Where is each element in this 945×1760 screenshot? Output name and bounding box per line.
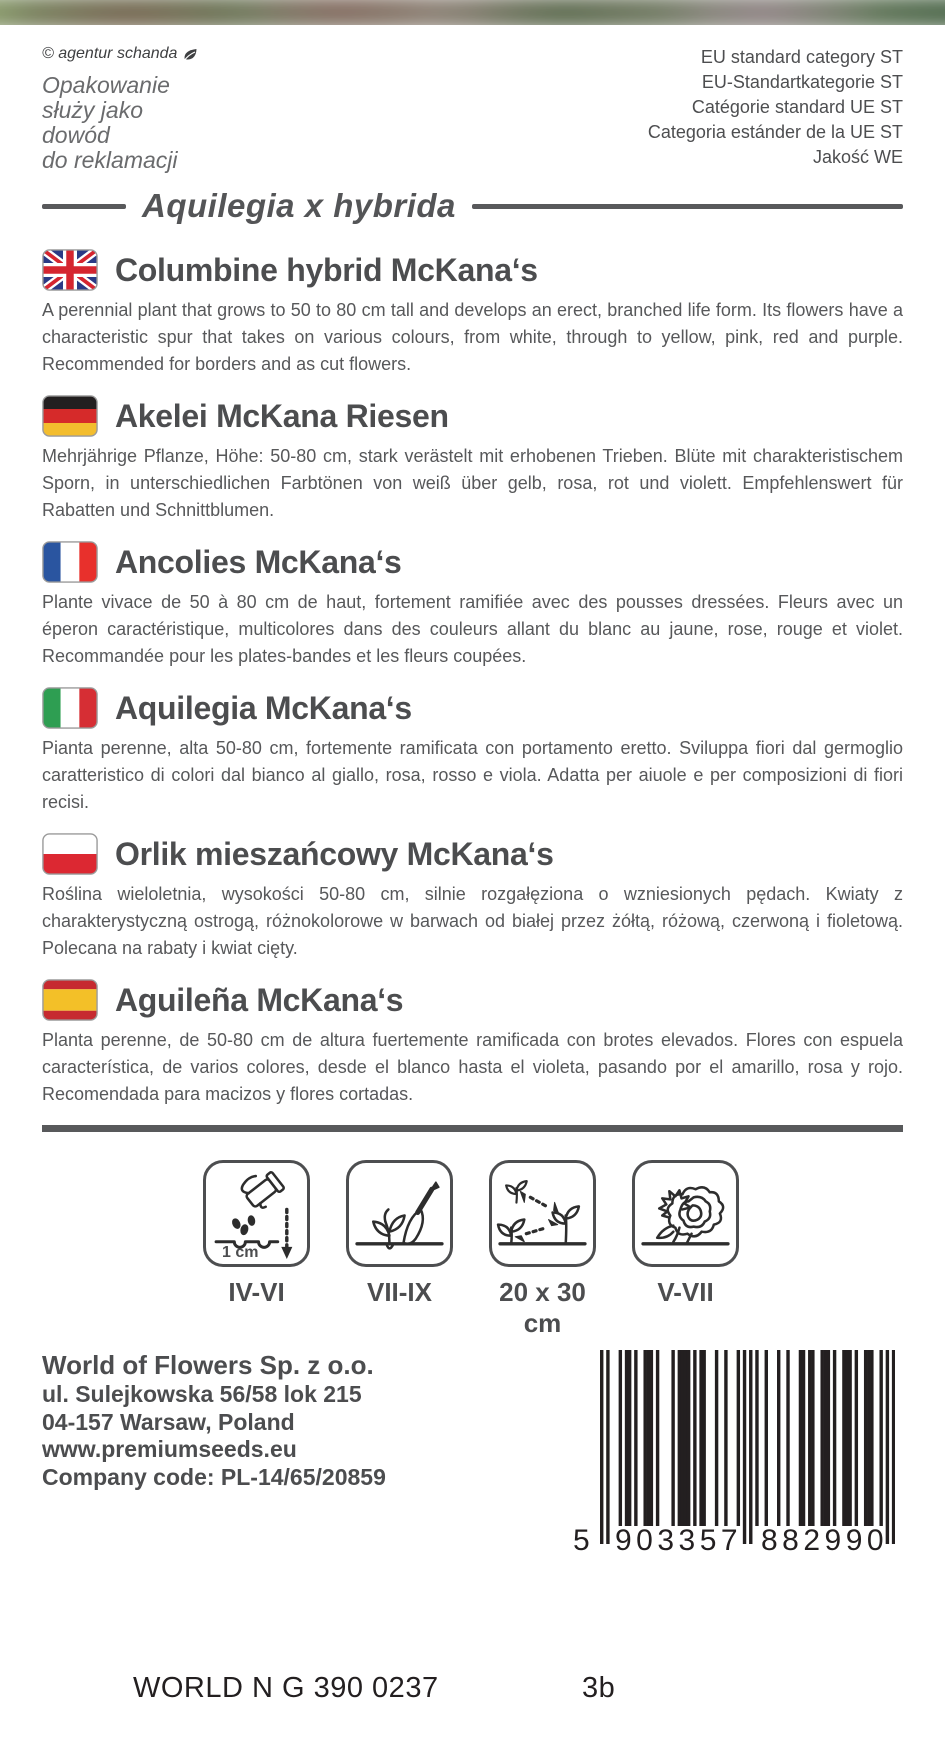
barcode-digit-first: 5 bbox=[573, 1524, 590, 1557]
company-address-line2: 04-157 Warsaw, Poland bbox=[42, 1408, 295, 1435]
leaf-icon bbox=[182, 46, 199, 63]
top-meta bbox=[42, 25, 903, 173]
section-german bbox=[42, 395, 903, 524]
company-info bbox=[42, 1350, 386, 1491]
barcode bbox=[573, 1350, 895, 1560]
section-description: Pianta perenne, alta 50-80 cm, fortemente ramificata con portamento eretto. Sviluppa fiori dal germoglio caratteristico di colori dal bianco al giallo, rosa, rosso e viola. Adatta per aiuole e per composizioni di fiori recisi. bbox=[42, 738, 903, 812]
section-italian bbox=[42, 687, 903, 816]
section-spanish bbox=[42, 979, 903, 1108]
section-description: Planta perenne, de 50-80 cm de altura fuertemente ramificada con brotes elevados. Flores con espuela característica, de varios colores, desde el blanco hasta el violeta, pasando por el amarillo, rosa y rojo. Recomendada para macizos y flores cortadas. bbox=[42, 1030, 903, 1104]
pictogram-box bbox=[489, 1160, 596, 1267]
pictogram-spacing bbox=[489, 1160, 596, 1339]
section-heading: Aguileña McKana‘s bbox=[115, 981, 404, 1018]
eu-category-line: EU standard category ST bbox=[700, 47, 903, 67]
pictogram-flowering bbox=[632, 1160, 739, 1339]
photo-credit bbox=[42, 45, 199, 63]
footer-batch-code: 3b bbox=[582, 1672, 616, 1704]
eu-category-line: Jakość WE bbox=[812, 147, 903, 167]
company-name: World of Flowers Sp. z o.o. bbox=[42, 1350, 374, 1380]
title-rule-right bbox=[472, 204, 903, 209]
botanical-title-row bbox=[42, 187, 903, 225]
france-flag-icon bbox=[42, 541, 98, 583]
claim-line: służy jako bbox=[42, 97, 143, 123]
section-polish bbox=[42, 833, 903, 962]
section-heading: Aquilegia McKana‘s bbox=[115, 689, 412, 726]
title-rule-left bbox=[42, 204, 126, 209]
pictogram-label: IV-VI bbox=[228, 1277, 285, 1307]
company-code: Company code: PL-14/65/20859 bbox=[42, 1463, 386, 1490]
footer-print-row bbox=[133, 1672, 733, 1705]
eu-category-line: EU-Standartkategorie ST bbox=[701, 72, 903, 92]
eu-category-line: Catégorie standard UE ST bbox=[691, 97, 903, 117]
packaging-claim-block bbox=[42, 45, 199, 173]
pictogram-box bbox=[203, 1160, 310, 1267]
photo-strip bbox=[0, 0, 945, 25]
spacing-icon bbox=[492, 1163, 593, 1264]
sowing-depth-label: 1 cm bbox=[222, 1244, 259, 1261]
botanical-name-title: Aquilegia x hybrida bbox=[142, 187, 456, 224]
flowering-icon bbox=[635, 1163, 736, 1264]
barcode-digits-right: 882990 bbox=[761, 1524, 889, 1557]
uk-flag-icon bbox=[42, 249, 98, 291]
barcode-digits-left: 903357 bbox=[615, 1524, 743, 1557]
eu-category-line: Categoria estánder de la UE ST bbox=[647, 122, 903, 142]
section-description: A perennial plant that grows to 50 to 80 cm tall and develops an erect, branched life form. Its flowers have a characteristic spur that takes on various colours, from white, through to yellow, pink, red and purple. Recommended for borders and as cut flowers. bbox=[42, 300, 903, 374]
eu-category-block bbox=[648, 45, 903, 173]
section-heading: Orlik mieszańcowy McKana‘s bbox=[115, 835, 554, 872]
claim-line: dowód bbox=[42, 122, 110, 148]
pictogram-label: V-VII bbox=[657, 1277, 714, 1307]
section-description: Plante vivace de 50 à 80 cm de haut, fortement ramifiée avec des pousses dressées. Fleurs avec un éperon caractéristique, multicolores dans des couleurs allant du blanc au jaune, rose, rouge et violet. Recommandée pour les plates-bandes et les fleurs coupées. bbox=[42, 592, 903, 666]
barcode-digits bbox=[573, 1524, 895, 1558]
section-heading: Ancolies McKana‘s bbox=[115, 543, 402, 580]
language-sections bbox=[42, 249, 903, 1108]
pictogram-label: VII-IX bbox=[366, 1277, 432, 1307]
section-divider bbox=[42, 1125, 903, 1132]
pictogram-sowing bbox=[203, 1160, 310, 1339]
pictogram-label: 20 x 30 cm bbox=[499, 1277, 586, 1338]
germany-flag-icon bbox=[42, 395, 98, 437]
section-heading: Akelei McKana Riesen bbox=[115, 397, 449, 434]
photo-strip-image bbox=[0, 0, 945, 25]
section-english bbox=[42, 249, 903, 378]
italy-flag-icon bbox=[42, 687, 98, 729]
section-description: Roślina wieloletnia, wysokości 50-80 cm, silnie rozgałęziona o wzniesionych pędach. Kwiaty z charakterystyczną ostrogą, różnokolorowe w barwach od białej przez żółtą, różową, czerwoną i fioletową. Polecana na rabaty i kwiat cięty. bbox=[42, 884, 903, 958]
company-address-line1: ul. Sulejkowska 56/58 lok 215 bbox=[42, 1381, 362, 1407]
section-heading: Columbine hybrid McKana‘s bbox=[115, 251, 538, 288]
photo-credit-text: © agentur schanda bbox=[42, 45, 178, 62]
planting-out-icon bbox=[349, 1163, 450, 1264]
cultivation-pictograms bbox=[203, 1160, 945, 1339]
pictogram-box bbox=[632, 1160, 739, 1267]
pictogram-planting-out bbox=[346, 1160, 453, 1339]
pictogram-box bbox=[346, 1160, 453, 1267]
section-description: Mehrjährige Pflanze, Höhe: 50-80 cm, stark verästelt mit erhobenen Trieben. Blüte mit charakteristischem Sporn, in unterschiedlichen Farbtönen von weiß über gelb, rosa, rot und violett. Empfehlenswert für Rabatten und Schnittblumen. bbox=[42, 446, 903, 520]
company-website: www.premiumseeds.eu bbox=[42, 1436, 297, 1462]
section-french bbox=[42, 541, 903, 670]
claim-line: do reklamacji bbox=[42, 147, 178, 173]
poland-flag-icon bbox=[42, 833, 98, 875]
barcode-svg bbox=[600, 1350, 895, 1546]
claim-line: Opakowanie bbox=[42, 72, 170, 98]
footer-print-code: WORLD N G 390 0237 bbox=[133, 1672, 439, 1704]
spain-flag-icon bbox=[42, 979, 98, 1021]
